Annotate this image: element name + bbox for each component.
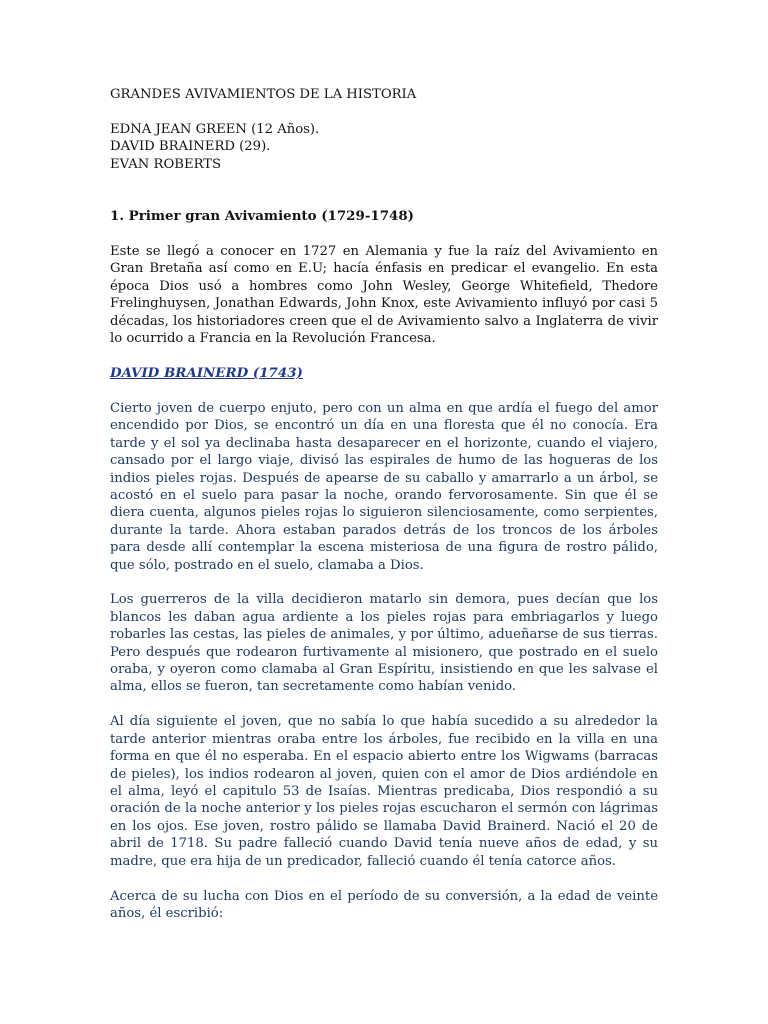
paragraph-4: Acerca de su lucha con Dios en el período de su conversión, a la edad de veinte años, él escribió:: [110, 888, 658, 921]
spacer: [110, 382, 658, 400]
spacer: [110, 347, 658, 365]
paragraph-3: Al día siguiente el joven, que no sabía lo que había sucedido a su alrededor la tarde anterior mientras oraba entre los árboles, fue recibido en la villa en una forma en que él no esperaba. En el espacio abierto entre los Wigwams (barracas de pieles), los indios rodearon al joven, quien con el amor de Dios ardiéndole en el alma, leyó el capitulo 53 de Isaías. Mientras predicaba, Dios respondió a su oración de la noche anterior y los pieles rojas escucharon el sermón con lágrimas en los ojos. Ese joven, rostro pálido se llamaba David Brainerd. Nació el 20 de abril de 1718. Su padre falleció cuando David tenía nueve años de edad, y su madre, que era hija de un predicador, falleció cuando él tenía catorce años.: [110, 714, 658, 869]
spacer: [110, 191, 658, 209]
intro-paragraph: Este se llegó a conocer en 1727 en Alemania y fue la raíz del Avivamiento en Gran Bretaña así como en E.U; hacía énfasis en predicar el evangelio. En esta época Dios usó a hombres como John Wesley, George Whitefield, Thedore Frelinghuysen, Jonathan Edwards, John Knox, este Avivamiento influyó por casi 5 décadas, los historiadores creen que el de Avivamiento salvo a Inglaterra de vivir lo ocurrido a Francia en la Revolución Francesa.: [110, 244, 658, 347]
paragraph-1: Cierto joven de cuerpo enjuto, pero con un alma en que ardía el fuego del amor encendido por Dios, se encontró un día en una floresta que él no conocía. Era tarde y el sol ya declinaba hasta desaparecer en el horizonte, cuando el viajero, cansado por el largo viaje, divisó las espirales de humo de las hogueras de los indios pieles rojas. Después de apearse de su caballo y amarrarlo a un árbol, se acostó en el suelo para pasar la noche, orando fervorosamente. Sin que él se diera cuenta, algunos pieles rojas lo siguieron silenciosamente, como serpientes, durante la tarde. Ahora estaban parados detrás de los troncos de los árboles para desde allí contemplar la escena misteriosa de una figura de rostro pálido, que sólo, postrado en el suelo, clamaba a Dios.: [110, 400, 658, 573]
spacer: [110, 226, 658, 244]
subheading-brainerd: DAVID BRAINERD (1743): [110, 364, 303, 381]
document-page: [110, 86, 658, 922]
paragraph-2: Los guerreros de la villa decidieron matarlo sin demora, pues decían que los blancos les daban agua ardiente a los pieles rojas para embriagarlos y luego robarles las cestas, las pieles de animales, y por último, adueñarse de sus tierras. Pero después que rodearon furtivamente al misionero, que postrado en el suelo oraba, y oyeron como clamaba al Gran Espíritu, insistiendo en que les salvase el alma, ellos se fueron, tan secretamente como habían venido.: [110, 592, 658, 695]
name-line-3: EVAN ROBERTS: [110, 156, 222, 172]
section-heading: 1. Primer gran Avivamiento (1729-1748): [110, 208, 414, 225]
name-line-2: DAVID BRAINERD (29).: [110, 139, 271, 155]
spacer: [110, 173, 658, 191]
name-line-1: EDNA JEAN GREEN (12 Años).: [110, 121, 320, 137]
spacer: [110, 696, 658, 714]
spacer: [110, 103, 658, 121]
spacer: [110, 870, 658, 888]
spacer: [110, 574, 658, 592]
document-title: GRANDES AVIVAMIENTOS DE LA HISTORIA: [110, 87, 417, 102]
